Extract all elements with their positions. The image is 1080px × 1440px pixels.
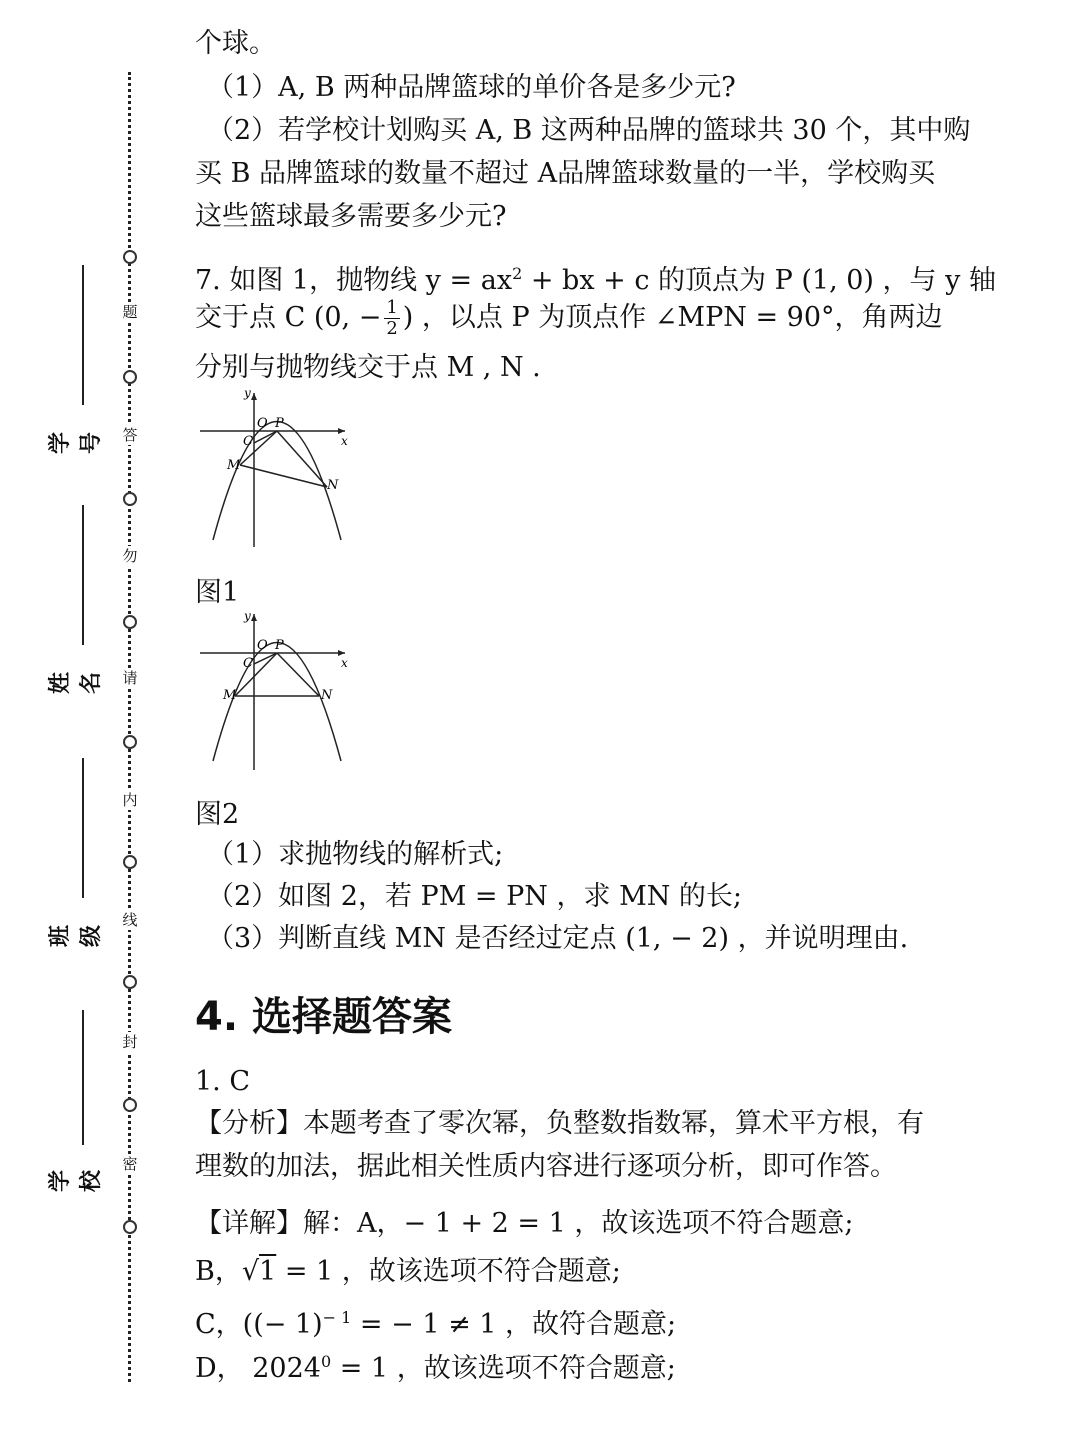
text-segment: D， 2024 [195,1353,321,1384]
question-7-stem [195,252,996,302]
question-7-stem [195,296,943,339]
seal-char: 线 [118,910,142,930]
field-underline [82,758,84,898]
text-segment: = 1 ，故该选项不符合题意; [331,1353,676,1384]
question-7-part-1: （1）求抛物线的解析式; [207,839,504,870]
seal-char: 内 [118,790,142,810]
axis-label-y: y [244,609,251,623]
label-origin: O [257,416,268,431]
text-line: 这些篮球最多需要多少元? [195,201,507,232]
fraction-numerator: 1 [386,297,398,318]
seal-circle [123,855,137,869]
question-6-part-1: （1）A, B 两种品牌篮球的单价各是多少元? [207,72,736,103]
label-point-m: M [227,458,241,473]
label-origin: O [257,638,268,653]
label-vertex-p: P [275,416,284,431]
field-underline [82,1010,84,1145]
question-6-part-2: （2）若学校计划购买 A, B 这两种品牌的篮球共 30 个，其中购 [207,115,971,146]
text-segment: ) ，以点 P 为顶点作 ∠MPN = 90°，角两边 [402,302,943,333]
seal-circle [123,975,137,989]
analysis-text: 【分析】本题考查了零次幂，负整数指数幂，算术平方根，有 [195,1108,924,1139]
detail-line-b [195,1250,621,1293]
question-7-part-3: （3）判断直线 MN 是否经过定点 (1, − 2) ，并说明理由. [207,923,909,954]
text-segment: = 1 ，故该选项不符合题意; [276,1256,621,1287]
seal-circle [123,370,137,384]
text-line: 买 B 品牌篮球的数量不超过 A品牌篮球数量的一半，学校购买 [195,158,936,189]
seal-circle [123,615,137,629]
seal-circle [123,250,137,264]
figure-2 [195,606,365,776]
seal-char: 勿 [118,546,142,566]
axis-label-x: x [341,656,348,670]
field-underline [82,265,84,405]
question-7-part-2: （2）如图 2，若 PM = PN ，求 MN 的长; [207,881,743,912]
seal-circle [123,1220,137,1234]
analysis-text: 理数的加法，据此相关性质内容进行逐项分析，即可作答。 [195,1151,897,1182]
figure-1 [195,385,365,555]
label-point-n: N [321,688,333,703]
text-segment: B，√ [195,1256,260,1287]
seal-dotted-line [128,72,131,1382]
text-line: 个球。 [195,28,276,59]
field-label: 学校 [48,1170,104,1193]
axis-label-y: y [244,386,251,400]
binding-margin [0,0,170,1440]
radicand: 1 [259,1256,277,1287]
seal-char: 答 [118,425,142,445]
exponent: 2 [512,264,523,283]
field-label: 学号 [48,432,104,455]
label-point-c: C [243,656,253,671]
detail-line-c [195,1296,676,1346]
text-segment: + bx + c 的顶点为 P (1, 0) ，与 y 轴 [522,265,996,296]
seal-char: 请 [118,668,142,688]
seal-char: 题 [118,302,142,322]
axis-label-x: x [341,434,348,448]
seal-circle [123,1098,137,1112]
seal-char: 封 [118,1032,142,1052]
figure-1-caption: 图1 [195,577,240,608]
field-underline [82,505,84,645]
question-7-stem: 分别与抛物线交于点 M , N . [195,352,541,383]
label-point-c: C [243,434,253,449]
seal-char: 密 [118,1154,142,1174]
seal-circle [123,492,137,506]
text-segment: 交于点 C (0, − [195,302,382,333]
exponent: 0 [320,1352,332,1371]
field-label: 姓名 [48,672,104,695]
field-label: 班级 [48,925,104,948]
figure-2-caption: 图2 [195,799,240,830]
label-point-n: N [327,478,339,493]
exponent: − 1 [322,1308,352,1327]
seal-circle [123,735,137,749]
label-point-m: M [223,688,237,703]
answer-1: 1. C [195,1066,251,1097]
label-vertex-p: P [275,638,284,653]
text-segment: C，((− 1) [195,1309,323,1340]
fraction [384,298,399,339]
section-heading: 4. 选择题答案 [195,994,452,1040]
text-segment: 7. 如图 1，抛物线 y = ax [195,265,513,296]
fraction-denominator: 2 [386,318,398,339]
detail-line-d [195,1340,676,1390]
text-segment: = − 1 ≠ 1 ，故符合题意; [351,1309,677,1340]
detail-line-a: 【详解】解：A，− 1 + 2 = 1 ，故该选项不符合题意; [195,1208,854,1239]
